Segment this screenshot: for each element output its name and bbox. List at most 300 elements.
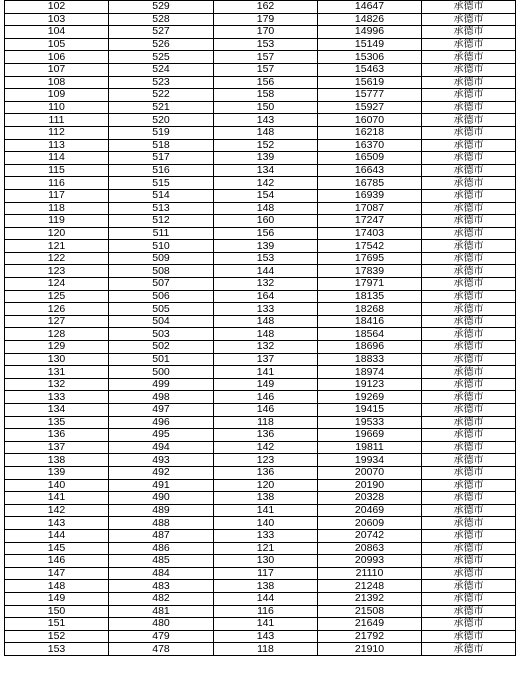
count-cell: 133 <box>214 529 318 542</box>
city-cell: 承德市 <box>422 643 516 656</box>
count-cell: 118 <box>214 416 318 429</box>
score-cell: 486 <box>109 542 214 555</box>
score-cell: 515 <box>109 177 214 190</box>
score-cell: 517 <box>109 152 214 165</box>
cumulative-cell: 15149 <box>318 38 422 51</box>
count-cell: 141 <box>214 504 318 517</box>
city-cell: 承德市 <box>422 567 516 580</box>
score-cell: 490 <box>109 492 214 505</box>
cumulative-cell: 19123 <box>318 378 422 391</box>
table-row <box>5 51 516 64</box>
cumulative-cell: 16509 <box>318 152 422 165</box>
city-cell: 承德市 <box>422 290 516 303</box>
table-row <box>5 555 516 568</box>
city-cell: 承德市 <box>422 416 516 429</box>
table-row <box>5 567 516 580</box>
cumulative-cell: 18974 <box>318 366 422 379</box>
score-cell: 484 <box>109 567 214 580</box>
score-cell: 503 <box>109 328 214 341</box>
table-row <box>5 366 516 379</box>
rank-cell: 118 <box>5 202 109 215</box>
table-row <box>5 215 516 228</box>
count-cell: 156 <box>214 76 318 89</box>
count-cell: 138 <box>214 580 318 593</box>
city-cell: 承德市 <box>422 630 516 643</box>
rank-cell: 123 <box>5 265 109 278</box>
score-cell: 524 <box>109 63 214 76</box>
rank-cell: 140 <box>5 479 109 492</box>
score-cell: 505 <box>109 303 214 316</box>
table-row <box>5 139 516 152</box>
cumulative-cell: 16785 <box>318 177 422 190</box>
score-cell: 518 <box>109 139 214 152</box>
score-cell: 500 <box>109 366 214 379</box>
cumulative-cell: 16370 <box>318 139 422 152</box>
cumulative-cell: 15619 <box>318 76 422 89</box>
score-cell: 525 <box>109 51 214 64</box>
rank-cell: 113 <box>5 139 109 152</box>
cumulative-cell: 21248 <box>318 580 422 593</box>
city-cell: 承德市 <box>422 51 516 64</box>
rank-cell: 119 <box>5 215 109 228</box>
cumulative-cell: 14826 <box>318 13 422 26</box>
count-cell: 121 <box>214 542 318 555</box>
cumulative-cell: 17542 <box>318 240 422 253</box>
rank-cell: 132 <box>5 378 109 391</box>
count-cell: 160 <box>214 215 318 228</box>
rank-cell: 112 <box>5 126 109 139</box>
cumulative-cell: 20070 <box>318 466 422 479</box>
cumulative-cell: 21110 <box>318 567 422 580</box>
city-cell: 承德市 <box>422 189 516 202</box>
score-cell: 496 <box>109 416 214 429</box>
count-cell: 154 <box>214 189 318 202</box>
rank-cell: 152 <box>5 630 109 643</box>
table-row <box>5 303 516 316</box>
cumulative-cell: 19811 <box>318 441 422 454</box>
cumulative-cell: 17695 <box>318 252 422 265</box>
rank-cell: 131 <box>5 366 109 379</box>
rank-cell: 145 <box>5 542 109 555</box>
table-row <box>5 290 516 303</box>
table-row <box>5 1 516 14</box>
count-cell: 140 <box>214 517 318 530</box>
count-cell: 149 <box>214 378 318 391</box>
count-cell: 146 <box>214 391 318 404</box>
city-cell: 承德市 <box>422 126 516 139</box>
rank-cell: 103 <box>5 13 109 26</box>
cumulative-cell: 19669 <box>318 429 422 442</box>
score-cell: 498 <box>109 391 214 404</box>
table-row <box>5 353 516 366</box>
rank-cell: 114 <box>5 152 109 165</box>
cumulative-cell: 21649 <box>318 618 422 631</box>
cumulative-cell: 15463 <box>318 63 422 76</box>
rank-cell: 148 <box>5 580 109 593</box>
rank-cell: 141 <box>5 492 109 505</box>
count-cell: 179 <box>214 13 318 26</box>
count-cell: 148 <box>214 202 318 215</box>
city-cell: 承德市 <box>422 215 516 228</box>
table-row <box>5 466 516 479</box>
rank-cell: 104 <box>5 26 109 39</box>
score-cell: 491 <box>109 479 214 492</box>
city-cell: 承德市 <box>422 139 516 152</box>
city-cell: 承德市 <box>422 605 516 618</box>
cumulative-cell: 19415 <box>318 404 422 417</box>
score-cell: 501 <box>109 353 214 366</box>
table-row <box>5 76 516 89</box>
cumulative-cell: 21508 <box>318 605 422 618</box>
city-cell: 承德市 <box>422 618 516 631</box>
score-cell: 511 <box>109 227 214 240</box>
count-cell: 134 <box>214 164 318 177</box>
count-cell: 152 <box>214 139 318 152</box>
count-cell: 148 <box>214 315 318 328</box>
table-row <box>5 479 516 492</box>
city-cell: 承德市 <box>422 466 516 479</box>
score-cell: 526 <box>109 38 214 51</box>
cumulative-cell: 20469 <box>318 504 422 517</box>
cumulative-cell: 14996 <box>318 26 422 39</box>
table-row <box>5 26 516 39</box>
table-row <box>5 454 516 467</box>
table-row <box>5 441 516 454</box>
cumulative-cell: 20863 <box>318 542 422 555</box>
count-cell: 138 <box>214 492 318 505</box>
cumulative-cell: 17971 <box>318 278 422 291</box>
count-cell: 148 <box>214 328 318 341</box>
count-cell: 170 <box>214 26 318 39</box>
rank-cell: 120 <box>5 227 109 240</box>
table-row <box>5 164 516 177</box>
city-cell: 承德市 <box>422 252 516 265</box>
count-cell: 132 <box>214 341 318 354</box>
cumulative-cell: 20328 <box>318 492 422 505</box>
score-cell: 509 <box>109 252 214 265</box>
cumulative-cell: 21792 <box>318 630 422 643</box>
score-cell: 482 <box>109 592 214 605</box>
city-cell: 承德市 <box>422 177 516 190</box>
table-row <box>5 240 516 253</box>
cumulative-cell: 14647 <box>318 1 422 14</box>
rank-cell: 125 <box>5 290 109 303</box>
count-cell: 130 <box>214 555 318 568</box>
city-cell: 承德市 <box>422 404 516 417</box>
rank-cell: 115 <box>5 164 109 177</box>
score-cell: 512 <box>109 215 214 228</box>
score-cell: 492 <box>109 466 214 479</box>
city-cell: 承德市 <box>422 278 516 291</box>
table-row <box>5 89 516 102</box>
score-cell: 522 <box>109 89 214 102</box>
table-row <box>5 315 516 328</box>
cumulative-cell: 21392 <box>318 592 422 605</box>
cumulative-cell: 17839 <box>318 265 422 278</box>
score-cell: 521 <box>109 101 214 114</box>
city-cell: 承德市 <box>422 303 516 316</box>
rank-cell: 146 <box>5 555 109 568</box>
table-row <box>5 492 516 505</box>
cumulative-cell: 21910 <box>318 643 422 656</box>
rank-cell: 105 <box>5 38 109 51</box>
cumulative-cell: 18564 <box>318 328 422 341</box>
table-row <box>5 542 516 555</box>
table-row <box>5 265 516 278</box>
cumulative-cell: 19934 <box>318 454 422 467</box>
cumulative-cell: 15927 <box>318 101 422 114</box>
rank-cell: 138 <box>5 454 109 467</box>
cumulative-cell: 17247 <box>318 215 422 228</box>
city-cell: 承德市 <box>422 580 516 593</box>
rank-cell: 128 <box>5 328 109 341</box>
count-cell: 162 <box>214 1 318 14</box>
rank-cell: 134 <box>5 404 109 417</box>
table-row <box>5 114 516 127</box>
table-row <box>5 63 516 76</box>
city-cell: 承德市 <box>422 341 516 354</box>
cumulative-cell: 16939 <box>318 189 422 202</box>
rank-cell: 151 <box>5 618 109 631</box>
count-cell: 143 <box>214 114 318 127</box>
cumulative-cell: 16070 <box>318 114 422 127</box>
city-cell: 承德市 <box>422 13 516 26</box>
rank-cell: 126 <box>5 303 109 316</box>
table-row <box>5 416 516 429</box>
rank-cell: 130 <box>5 353 109 366</box>
score-cell: 489 <box>109 504 214 517</box>
city-cell: 承德市 <box>422 315 516 328</box>
city-cell: 承德市 <box>422 555 516 568</box>
score-cell: 506 <box>109 290 214 303</box>
city-cell: 承德市 <box>422 504 516 517</box>
rank-cell: 144 <box>5 529 109 542</box>
rank-cell: 137 <box>5 441 109 454</box>
city-cell: 承德市 <box>422 202 516 215</box>
city-cell: 承德市 <box>422 26 516 39</box>
count-cell: 118 <box>214 643 318 656</box>
table-row <box>5 643 516 656</box>
score-cell: 493 <box>109 454 214 467</box>
score-cell: 513 <box>109 202 214 215</box>
count-cell: 120 <box>214 479 318 492</box>
count-cell: 150 <box>214 101 318 114</box>
count-cell: 164 <box>214 290 318 303</box>
table-row <box>5 227 516 240</box>
score-cell: 528 <box>109 13 214 26</box>
rank-cell: 124 <box>5 278 109 291</box>
table-row <box>5 592 516 605</box>
city-cell: 承德市 <box>422 454 516 467</box>
table-row <box>5 189 516 202</box>
table-body <box>5 1 516 656</box>
rank-cell: 108 <box>5 76 109 89</box>
count-cell: 158 <box>214 89 318 102</box>
table-row <box>5 202 516 215</box>
score-cell: 478 <box>109 643 214 656</box>
count-cell: 144 <box>214 265 318 278</box>
count-cell: 123 <box>214 454 318 467</box>
rank-cell: 153 <box>5 643 109 656</box>
rank-cell: 109 <box>5 89 109 102</box>
score-cell: 494 <box>109 441 214 454</box>
city-cell: 承德市 <box>422 391 516 404</box>
cumulative-cell: 18696 <box>318 341 422 354</box>
cumulative-cell: 17087 <box>318 202 422 215</box>
score-cell: 499 <box>109 378 214 391</box>
score-cell: 497 <box>109 404 214 417</box>
count-cell: 132 <box>214 278 318 291</box>
rank-cell: 147 <box>5 567 109 580</box>
city-cell: 承德市 <box>422 265 516 278</box>
cumulative-cell: 18268 <box>318 303 422 316</box>
rank-cell: 102 <box>5 1 109 14</box>
city-cell: 承德市 <box>422 592 516 605</box>
score-cell: 487 <box>109 529 214 542</box>
city-cell: 承德市 <box>422 76 516 89</box>
table-row <box>5 13 516 26</box>
cumulative-cell: 20993 <box>318 555 422 568</box>
score-cell: 495 <box>109 429 214 442</box>
table-row <box>5 126 516 139</box>
rank-cell: 127 <box>5 315 109 328</box>
table-row <box>5 38 516 51</box>
rank-cell: 143 <box>5 517 109 530</box>
count-cell: 157 <box>214 63 318 76</box>
cumulative-cell: 18833 <box>318 353 422 366</box>
rank-cell: 110 <box>5 101 109 114</box>
cumulative-cell: 16643 <box>318 164 422 177</box>
city-cell: 承德市 <box>422 542 516 555</box>
city-cell: 承德市 <box>422 63 516 76</box>
city-cell: 承德市 <box>422 38 516 51</box>
score-cell: 502 <box>109 341 214 354</box>
city-cell: 承德市 <box>422 227 516 240</box>
rank-cell: 135 <box>5 416 109 429</box>
score-cell: 529 <box>109 1 214 14</box>
table-row <box>5 101 516 114</box>
rank-cell: 107 <box>5 63 109 76</box>
table-row <box>5 529 516 542</box>
score-rank-table <box>4 0 516 656</box>
table-row <box>5 517 516 530</box>
score-cell: 481 <box>109 605 214 618</box>
rank-cell: 149 <box>5 592 109 605</box>
table-row <box>5 341 516 354</box>
city-cell: 承德市 <box>422 366 516 379</box>
score-cell: 508 <box>109 265 214 278</box>
count-cell: 142 <box>214 177 318 190</box>
city-cell: 承德市 <box>422 492 516 505</box>
table-row <box>5 152 516 165</box>
table-row <box>5 378 516 391</box>
count-cell: 141 <box>214 366 318 379</box>
cumulative-cell: 19533 <box>318 416 422 429</box>
table-row <box>5 580 516 593</box>
city-cell: 承德市 <box>422 328 516 341</box>
score-cell: 519 <box>109 126 214 139</box>
count-cell: 143 <box>214 630 318 643</box>
score-cell: 527 <box>109 26 214 39</box>
rank-cell: 129 <box>5 341 109 354</box>
rank-cell: 106 <box>5 51 109 64</box>
count-cell: 156 <box>214 227 318 240</box>
score-cell: 479 <box>109 630 214 643</box>
table-row <box>5 605 516 618</box>
count-cell: 142 <box>214 441 318 454</box>
count-cell: 148 <box>214 126 318 139</box>
rank-cell: 142 <box>5 504 109 517</box>
rank-cell: 121 <box>5 240 109 253</box>
cumulative-cell: 16218 <box>318 126 422 139</box>
cumulative-cell: 17403 <box>318 227 422 240</box>
score-cell: 514 <box>109 189 214 202</box>
table-row <box>5 278 516 291</box>
city-cell: 承德市 <box>422 529 516 542</box>
count-cell: 136 <box>214 466 318 479</box>
count-cell: 144 <box>214 592 318 605</box>
table-row <box>5 252 516 265</box>
rank-cell: 139 <box>5 466 109 479</box>
cumulative-cell: 20742 <box>318 529 422 542</box>
score-cell: 507 <box>109 278 214 291</box>
count-cell: 137 <box>214 353 318 366</box>
score-cell: 504 <box>109 315 214 328</box>
city-cell: 承德市 <box>422 353 516 366</box>
rank-cell: 116 <box>5 177 109 190</box>
score-cell: 488 <box>109 517 214 530</box>
city-cell: 承德市 <box>422 517 516 530</box>
count-cell: 116 <box>214 605 318 618</box>
score-cell: 523 <box>109 76 214 89</box>
cumulative-cell: 18135 <box>318 290 422 303</box>
count-cell: 136 <box>214 429 318 442</box>
count-cell: 133 <box>214 303 318 316</box>
city-cell: 承德市 <box>422 240 516 253</box>
count-cell: 141 <box>214 618 318 631</box>
city-cell: 承德市 <box>422 89 516 102</box>
table-row <box>5 630 516 643</box>
count-cell: 139 <box>214 152 318 165</box>
table-row <box>5 504 516 517</box>
count-cell: 139 <box>214 240 318 253</box>
cumulative-cell: 20609 <box>318 517 422 530</box>
score-cell: 520 <box>109 114 214 127</box>
cumulative-cell: 18416 <box>318 315 422 328</box>
city-cell: 承德市 <box>422 114 516 127</box>
table-row <box>5 391 516 404</box>
score-cell: 480 <box>109 618 214 631</box>
cumulative-cell: 15777 <box>318 89 422 102</box>
cumulative-cell: 19269 <box>318 391 422 404</box>
count-cell: 153 <box>214 38 318 51</box>
count-cell: 157 <box>214 51 318 64</box>
count-cell: 146 <box>214 404 318 417</box>
score-cell: 510 <box>109 240 214 253</box>
rank-cell: 150 <box>5 605 109 618</box>
rank-cell: 117 <box>5 189 109 202</box>
score-cell: 516 <box>109 164 214 177</box>
count-cell: 153 <box>214 252 318 265</box>
city-cell: 承德市 <box>422 152 516 165</box>
city-cell: 承德市 <box>422 429 516 442</box>
city-cell: 承德市 <box>422 101 516 114</box>
table-row <box>5 177 516 190</box>
table-row <box>5 404 516 417</box>
table-row <box>5 618 516 631</box>
count-cell: 117 <box>214 567 318 580</box>
city-cell: 承德市 <box>422 1 516 14</box>
